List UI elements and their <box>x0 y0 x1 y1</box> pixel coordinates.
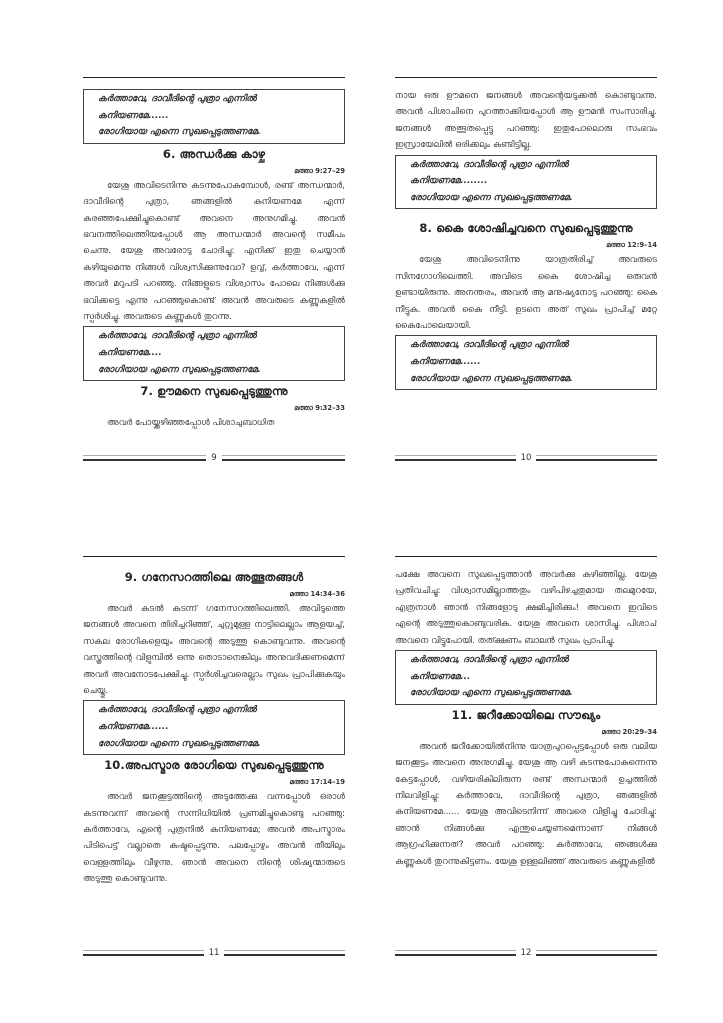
prayer-line-2: കനിയണമേ.... <box>98 348 162 359</box>
page-9 <box>83 77 345 464</box>
page-footer <box>395 452 657 464</box>
section-text: അവർ ജനക്കൂട്ടത്തിന്റെ അടുത്തേക്കു വന്നപ്പോൾ ഒരാൾ കടന്നുവന്ന് അവന്റെ സന്നിധിയിൽ പ്രണമിച്ചുകൊണ്ടു പറഞ്ഞു: കർത്താവേ, എന്റെ പുത്രനിൽ കനിയണമേ; അവൻ അപസ്മാരം പിടിപെട്ട് വല്ലാതെ കഷ്ടപ്പെടുന്നു. പലപ്പോഴും അവൻ തീയിലും വെള്ളത്തിലും വീഴുന്നു. ഞാൻ അവനെ നിന്റെ ശിഷ്യന്മാരുടെ അടുത്തു കൊണ്ടുവന്നു. <box>83 792 345 885</box>
section-text: നായ ഒരു ഊമനെ ജനങ്ങൾ അവന്റെയടുക്കൽ കൊണ്ടുവന്നു. അവൻ പിശാചിനെ പുറത്താക്കിയപ്പോൾ ആ ഊമൻ സംസാരിച്ചു. ജനങ്ങൾ അത്ഭുതപ്പെട്ടു പറഞ്ഞു: ഇതുപോലൊരു സംഭവം ഇസ്രായേലിൽ ഒരിക്കലും കണ്ടിട്ടില്ല. <box>395 91 657 151</box>
prayer-line-1: കർത്താവേ, ദാവീദിന്റെ പുത്രാ എന്നിൽ <box>410 340 569 351</box>
prayer-line-3: രോഗിയായ എന്നെ സുഖപ്പെടുത്തണമേ. <box>410 373 573 384</box>
page-number: 11 <box>208 948 220 958</box>
page-number: 9 <box>211 453 217 463</box>
section-title: 10.അപസ്മാര രോഗിയെ സുഖപ്പെടുത്തുന്നു <box>104 758 324 773</box>
prayer-line-1: കർത്താവേ, ദാവീദിന്റെ പുത്രാ എന്നിൽ <box>98 94 257 104</box>
prayer-line-2: കനിയണമേ........ <box>410 176 488 187</box>
section-text: അവൻ ജറീക്കോയിൽനിന്നു യാത്രപുറപ്പെട്ടപ്പോൾ ഒരു വലിയ ജനക്കൂട്ടം അവനെ അനുഗമിച്ചു. യേശു ആ വഴി കടന്നുപോകുന്നെന്നു കേട്ടപ്പോൾ, വഴിയരികിലിരുന്ന രണ്ട് അന്ധന്മാർ ഉച്ചത്തിൽ നിലവിളിച്ചു: കർത്താവേ, ദാവീദിന്റെ പുത്രാ, ഞങ്ങളിൽ കനിയണമേ...... യേശു അവിടെനിന്ന് അവരെ വിളിച്ചു ചോദിച്ചു: ഞാൻ നിങ്ങൾക്കു എന്തുചെയ്യണമെന്നാണ് നിങ്ങൾ ആഗ്രഹിക്കുന്നത്? അവർ പറഞ്ഞു: കർത്താവേ, ഞങ്ങൾക്കു കണ്ണുകൾ തുറന്നുകിട്ടണം. യേശു ഉള്ളലിഞ്ഞ് അവരുടെ കണ്ണുകളിൽ <box>395 741 657 867</box>
prayer-line-3: രോഗിയായ എന്നെ സുഖപ്പെടുത്തണമേ. <box>410 192 573 203</box>
prayer-line-3: രോഗിയായ എന്നെ സുഖപ്പെടുത്തണമേ. <box>98 738 261 749</box>
prayer-line-3: രോഗിയായ എന്നെ സുഖപ്പെടുത്തണമേ. <box>410 688 573 699</box>
footer-rule <box>395 950 516 956</box>
prayer-line-1: കർത്താവേ, ദാവീദിന്റെ പുത്രാ എന്നിൽ <box>410 655 569 666</box>
prayer-line-3: രോഗിയായ എന്നെ സുഖപ്പെടുത്തണമേ. <box>98 127 261 138</box>
section-text: അവർ പോയ്ക്കഴിഞ്ഞപ്പോൾ പിശാചുബാധിത <box>107 418 275 429</box>
prayer-box <box>395 650 657 705</box>
scripture-reference: മത്താ 17:14–19 <box>289 778 345 787</box>
footer-rule <box>83 455 206 461</box>
prayer-line-1: കർത്താവേ, ദാവീദിന്റെ പുത്രാ എന്നിൽ <box>410 159 569 170</box>
section-title: 8. കൈ ശോഷിച്ചവനെ സുഖപ്പെടുത്തുന്നു <box>419 221 633 236</box>
section-text: അവർ കടൽ കടന്ന് ഗനേസറത്തിലെത്തി. അവിടുത്തെ ജനങ്ങൾ അവനെ തിരിച്ചറിഞ്ഞ്, ചുറ്റുമുള്ള നാട്ടിലെല്ലാം ആളയച്ച്, സകല രോഗികളെയും അവന്റെ അടുത്തു കൊണ്ടുവന്നു. അവന്റെ വസ്ത്രത്തിന്റെ വിളുമ്പിൽ ഒന്നു തൊടാനെങ്കിലും അനുവദിക്കണമെന്ന് അവർ അവനോടപേക്ഷിച്ചു. സ്പർശിച്ചവരെല്ലാം സുഖം പ്രാപിക്കുകയും ചെയ്തു. <box>83 604 345 697</box>
section-title: 9. ഗനേസറത്തിലെ അത്ഭുതങ്ങൾ <box>124 570 304 584</box>
section-text: പക്ഷേ അവനെ സുഖപ്പെടുത്താൻ അവർക്കു കഴിഞ്ഞില്ല. യേശു പ്രതിവചിച്ചു: വിശ്വാസമില്ലാത്തതും വഴിപിഴച്ചതുമായ തലമുറയേ, എത്രനാൾ ഞാൻ നിങ്ങളോടു ക്ഷമിച്ചിരിക്കും! അവനെ ഇവിടെ എന്റെ അടുത്തുകൊണ്ടുവരിക. യേശു അവനെ ശാസിച്ചു. പിശാച് അവനെ വിട്ടുപോയി. തത്ക്ഷണം ബാലൻ സുഖം പ്രാപിച്ചു. <box>395 570 657 646</box>
footer-rule <box>222 455 345 461</box>
prayer-line-3: രോഗിയായ എന്നെ സുഖപ്പെടുത്തണമേ. <box>98 364 261 375</box>
scripture-reference: മത്താ 9:27–29 <box>294 166 345 175</box>
section-text: യേശു അവിടെനിന്നു യാത്രതിരിച്ച് അവരുടെ സിനഗോഗിലെത്തി. അവിടെ കൈ ശോഷിച്ച ഒരുവൻ ഉണ്ടായിരുന്നു. അനന്തരം, അവൻ ആ മനുഷ്യനോടു പറഞ്ഞു: കൈ നീട്ടുക. അവൻ കൈ നീട്ടി. ഉടനെ അത് സുഖം പ്രാപിച്ച് മറ്റേ കൈപോലെയായി. <box>395 255 657 332</box>
top-rule <box>395 556 657 557</box>
top-rule <box>83 77 345 78</box>
prayer-box <box>83 700 345 755</box>
prayer-box <box>83 89 345 144</box>
prayer-line-2: കനിയണമേ...... <box>98 110 169 121</box>
section-title: 11. ജറീക്കോയിലെ സൗഖ്യം <box>451 707 601 722</box>
prayer-box <box>395 155 657 210</box>
page-10 <box>395 77 657 464</box>
page-11 <box>83 556 345 959</box>
page-footer <box>83 947 345 959</box>
top-rule <box>83 556 345 557</box>
scripture-reference: മത്താ 9:32–33 <box>294 404 345 413</box>
prayer-line-1: കർത്താവേ, ദാവീദിന്റെ പുത്രാ എന്നിൽ <box>98 331 257 342</box>
prayer-box <box>395 335 657 390</box>
page-footer <box>83 452 345 464</box>
scripture-reference: മത്താ 14:34–36 <box>289 590 345 598</box>
section-text: യേശു അവിടെനിന്നു കടന്നുപോകുമ്പോൾ, രണ്ട് അന്ധന്മാർ, ദാവീദിന്റെ പുത്രാ, ഞങ്ങളിൽ കനിയണമേ എന്ന് കരഞ്ഞപേക്ഷിച്ചുകൊണ്ട് അവനെ അനുഗമിച്ചു. അവൻ ഭവനത്തിലെത്തിയപ്പോൾ ആ അന്ധന്മാർ അവന്റെ സമീപം ചെന്നു. യേശു അവരോടു ചോദിച്ചു: എനിക്ക് ഇതു ചെയ്യാൻ കഴിയുമെന്നു നിങ്ങൾ വിശ്വസിക്കുന്നുവോ? ഉവ്വ്, കർത്താവേ, എന്ന് അവർ മറുപടി പറഞ്ഞു. നിങ്ങളുടെ വിശ്വാസം പോലെ നിങ്ങൾക്കു ഭവിക്കട്ടെ എന്നു പറഞ്ഞുകൊണ്ട് അവൻ അവരുടെ കണ്ണുകളിൽ സ്പർശിച്ചു. അവരുടെ കണ്ണുകൾ തുറന്നു. <box>83 180 345 323</box>
prayer-line-2: കനിയണമേ...... <box>98 722 169 733</box>
prayer-line-2: കനിയണമേ...... <box>410 357 481 368</box>
prayer-box <box>83 326 345 381</box>
footer-rule <box>536 950 657 956</box>
prayer-line-1: കർത്താവേ, ദാവീദിന്റെ പുത്രാ എന്നിൽ <box>98 705 257 716</box>
footer-rule <box>536 455 657 461</box>
scripture-reference: മത്താ 20:29–34 <box>601 727 657 736</box>
footer-rule <box>224 950 345 956</box>
page-number: 12 <box>520 948 532 958</box>
scripture-reference: മത്താ 12:9–14 <box>606 241 657 250</box>
top-rule <box>395 77 657 78</box>
prayer-line-2: കനിയണമേ... <box>410 671 471 682</box>
section-title: 6. അന്ധർക്കു കാഴ്ച <box>162 146 266 161</box>
page-footer <box>395 947 657 959</box>
footer-rule <box>395 455 516 461</box>
page-number: 10 <box>520 453 532 463</box>
footer-rule <box>83 950 204 956</box>
page-12 <box>395 556 657 959</box>
section-title: 7. ഊമനെ സുഖപ്പെടുത്തുന്നു <box>140 384 288 399</box>
